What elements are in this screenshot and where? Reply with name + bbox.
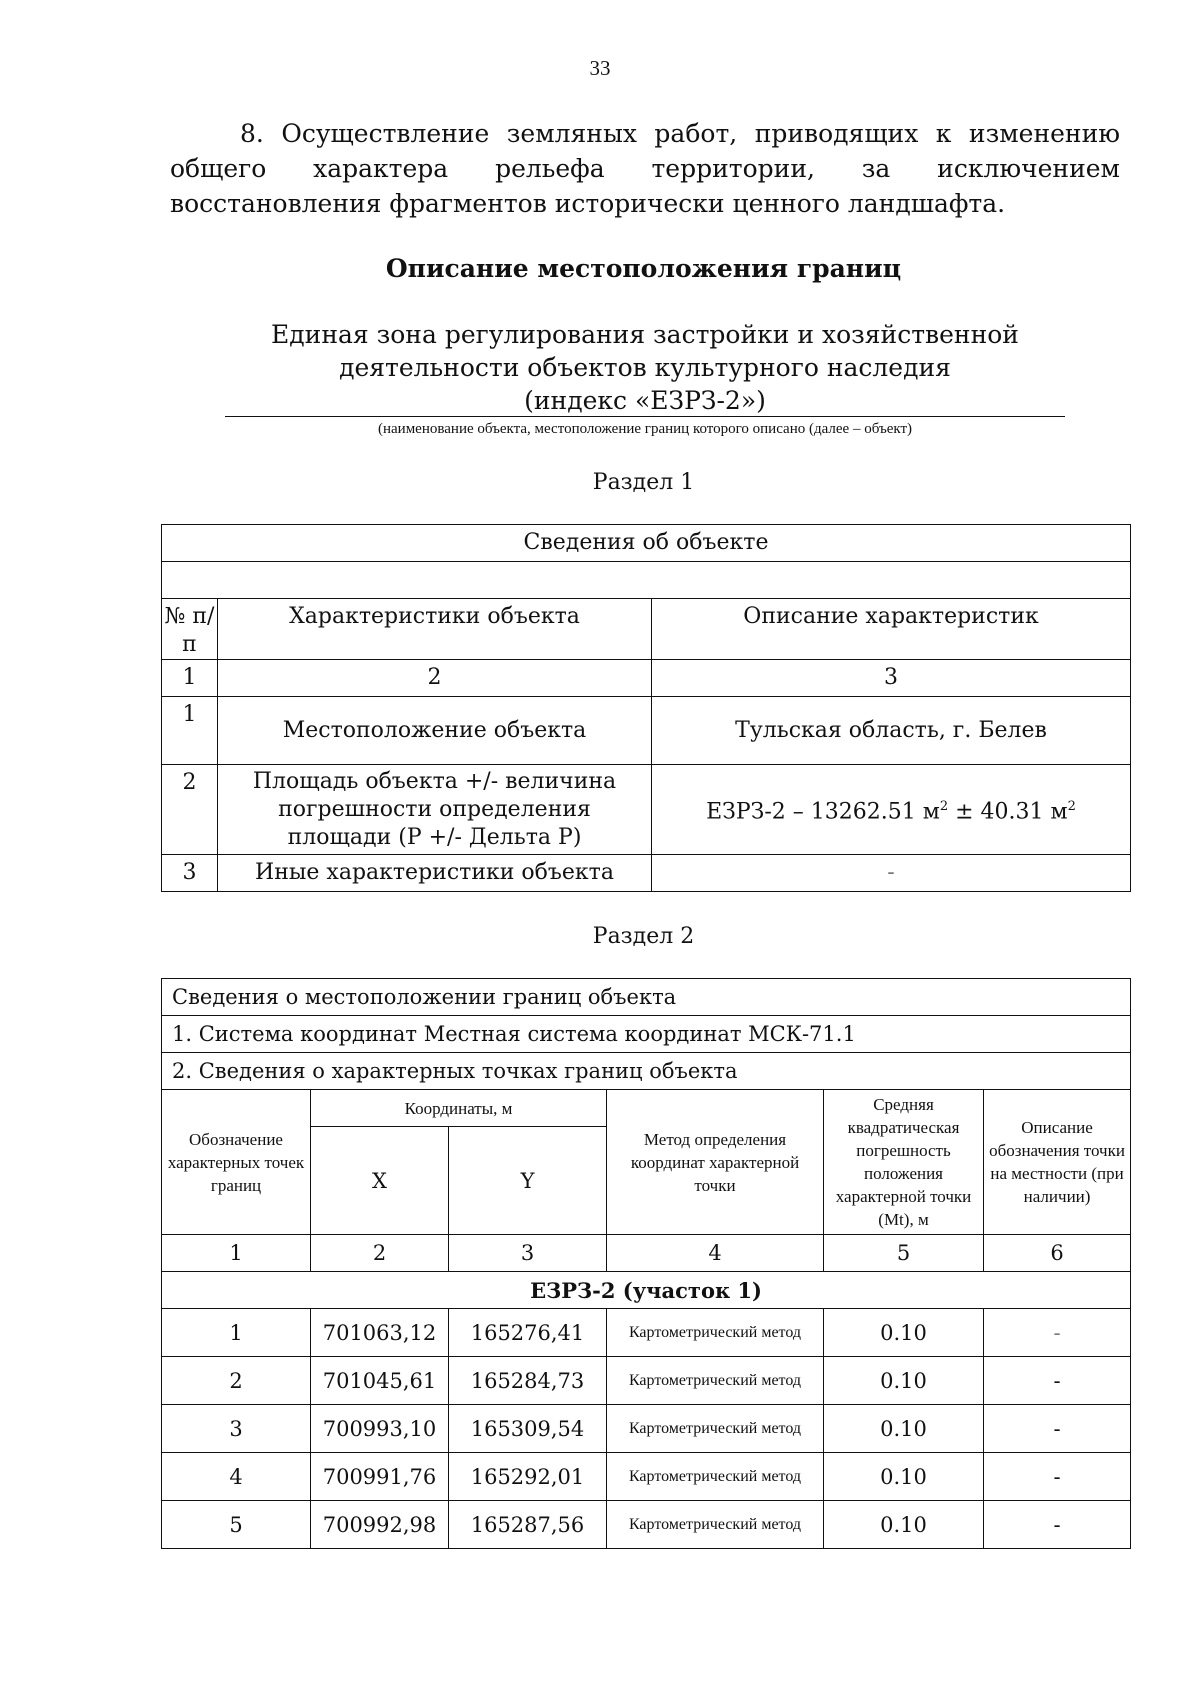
row-num: 2 — [162, 765, 218, 855]
point-id: 3 — [162, 1405, 311, 1453]
table-row — [162, 1357, 1131, 1405]
point-y: 165287,56 — [449, 1501, 607, 1549]
point-method: Картометрический метод — [607, 1357, 824, 1405]
point-x: 701045,61 — [311, 1357, 449, 1405]
point-method: Картометрический метод — [607, 1453, 824, 1501]
point-x: 700992,98 — [311, 1501, 449, 1549]
row-description: Тульская область, г. Белев — [652, 697, 1131, 765]
point-description: - — [984, 1405, 1131, 1453]
error-unit-exponent: 2 — [1067, 798, 1076, 814]
table-row — [162, 1405, 1131, 1453]
paragraph-8 — [170, 116, 1120, 221]
area-value: ЕЗРЗ-2 – 13262.51 м — [706, 799, 940, 825]
section-1-title: Раздел 1 — [592, 470, 695, 495]
point-x: 701063,12 — [311, 1309, 449, 1357]
point-mt: 0.10 — [824, 1501, 984, 1549]
row-characteristic: Иные характеристики объекта — [218, 855, 652, 892]
point-method: Картометрический метод — [607, 1501, 824, 1549]
col-number: 1 — [162, 660, 218, 697]
point-id: 5 — [162, 1501, 311, 1549]
page-number: 33 — [589, 56, 611, 80]
header-designation: Обозначение характерных точек границ — [162, 1090, 311, 1235]
paragraph-text: 8. Осуществление земляных работ, приводящих к изменению общего характера рельефа территории, за исключением восстановления фрагментов исторически ценного ландшафта. — [170, 119, 1120, 218]
point-y: 165292,01 — [449, 1453, 607, 1501]
point-mt: 0.10 — [824, 1453, 984, 1501]
col-number: 1 — [162, 1235, 311, 1272]
area-error: ± 40.31 м — [948, 799, 1068, 825]
point-y: 165276,41 — [449, 1309, 607, 1357]
point-method: Картометрический метод — [607, 1309, 824, 1357]
point-mt: 0.10 — [824, 1357, 984, 1405]
header-description: Описание характеристик — [652, 599, 1131, 660]
object-info-table — [161, 524, 1131, 892]
table-row — [162, 1453, 1131, 1501]
table-row — [162, 1309, 1131, 1357]
object-name — [225, 318, 1065, 417]
boundary-info-title: Сведения о местоположении границ объекта — [162, 979, 1131, 1016]
row-description — [652, 765, 1131, 855]
header-coordinates: Координаты, м — [311, 1090, 607, 1127]
header-method: Метод определения координат характерной точки — [607, 1090, 824, 1235]
point-description: - — [984, 1501, 1131, 1549]
point-description: - — [984, 1453, 1131, 1501]
point-y: 165309,54 — [449, 1405, 607, 1453]
object-name-underline — [225, 416, 1065, 417]
header-error: Средняя квадратическая погрешность положения характерной точки (Mt), м — [824, 1090, 984, 1235]
header-num: № п/п — [162, 599, 218, 660]
document-heading: Описание местоположения границ — [385, 254, 902, 283]
header-y: Y — [449, 1127, 607, 1235]
point-mt: 0.10 — [824, 1405, 984, 1453]
object-name-line-2: деятельности объектов культурного наследия — [339, 353, 951, 382]
point-id: 1 — [162, 1309, 311, 1357]
empty-row — [162, 562, 1131, 599]
point-x: 700991,76 — [311, 1453, 449, 1501]
row-num: 3 — [162, 855, 218, 892]
row-description: - — [652, 855, 1131, 892]
point-y: 165284,73 — [449, 1357, 607, 1405]
row-characteristic: Местоположение объекта — [218, 697, 652, 765]
boundary-points-table — [161, 978, 1131, 1549]
col-number: 3 — [652, 660, 1131, 697]
header-x: X — [311, 1127, 449, 1235]
header-point-description: Описание обозначения точки на местности (при наличии) — [984, 1090, 1131, 1235]
points-info-row: 2. Сведения о характерных точках границ объекта — [162, 1053, 1131, 1090]
coordinate-system-row: 1. Система координат Местная система координат МСК-71.1 — [162, 1016, 1131, 1053]
header-characteristics: Характеристики объекта — [218, 599, 652, 660]
col-number: 2 — [218, 660, 652, 697]
col-number: 4 — [607, 1235, 824, 1272]
object-name-line-1: Единая зона регулирования застройки и хозяйственной — [271, 320, 1019, 349]
point-description: - — [984, 1309, 1131, 1357]
point-x: 700993,10 — [311, 1405, 449, 1453]
table-title: Сведения об объекте — [162, 525, 1131, 562]
row-characteristic: Площадь объекта +/- величина погрешности определения площади (Р +/- Дельта Р) — [218, 765, 652, 855]
point-mt: 0.10 — [824, 1309, 984, 1357]
col-number: 3 — [449, 1235, 607, 1272]
point-id: 4 — [162, 1453, 311, 1501]
row-num: 1 — [162, 697, 218, 765]
area-unit-exponent: 2 — [939, 798, 949, 814]
object-name-line-3: (индекс «ЕЗРЗ-2») — [524, 386, 766, 415]
subsection-title: ЕЗРЗ-2 (участок 1) — [162, 1272, 1131, 1309]
col-number: 2 — [311, 1235, 449, 1272]
section-2-title: Раздел 2 — [592, 924, 695, 949]
table-row — [162, 1501, 1131, 1549]
object-caption: (наименование объекта, местоположение границ которого описано (далее – объект) — [377, 421, 913, 437]
col-number: 6 — [984, 1235, 1131, 1272]
point-description: - — [984, 1357, 1131, 1405]
point-method: Картометрический метод — [607, 1405, 824, 1453]
col-number: 5 — [824, 1235, 984, 1272]
point-id: 2 — [162, 1357, 311, 1405]
